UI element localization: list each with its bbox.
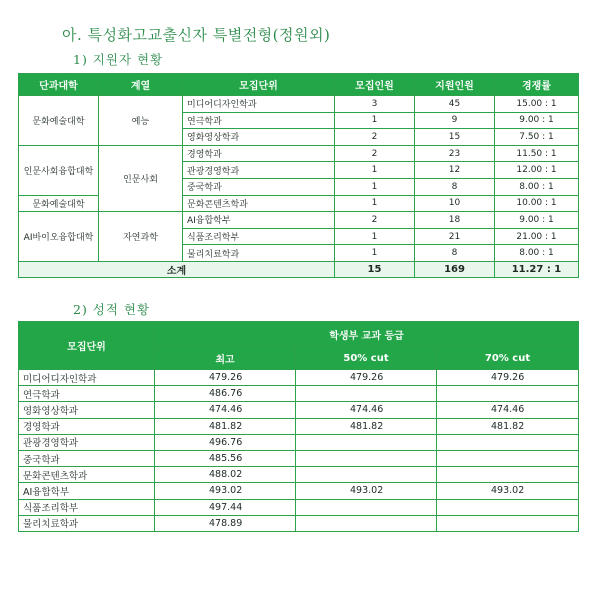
unit-cell: 연극학과: [19, 386, 155, 402]
ratio-cell: 21.00 : 1: [495, 228, 579, 245]
unit-cell: AI융합학부: [183, 212, 335, 229]
table-row: [19, 402, 579, 418]
header-cut70: 70% cut: [437, 347, 579, 370]
table-row: [19, 96, 579, 113]
total-ratio: 11.27 : 1: [495, 261, 579, 277]
cut70-cell: [437, 467, 579, 483]
applied-cell: 9: [415, 112, 495, 129]
cut50-cell: [296, 515, 437, 531]
header-track: 계열: [99, 74, 183, 96]
cut50-cell: [296, 499, 437, 515]
table-row: [19, 145, 579, 162]
table-row: [19, 499, 579, 515]
ratio-cell: 8.00 : 1: [495, 245, 579, 262]
quota-cell: 1: [335, 228, 415, 245]
quota-cell: 2: [335, 145, 415, 162]
cut50-cell: [296, 450, 437, 466]
quota-cell: 3: [335, 96, 415, 113]
max-cell: 479.26: [155, 370, 296, 386]
cut70-cell: [437, 386, 579, 402]
table-row: [19, 386, 579, 402]
unit-cell: 경영학과: [19, 418, 155, 434]
cut70-cell: [437, 450, 579, 466]
unit-cell: 물리치료학과: [183, 245, 335, 262]
header-cut50: 50% cut: [296, 347, 437, 370]
applied-cell: 10: [415, 195, 495, 212]
max-cell: 478.89: [155, 515, 296, 531]
max-cell: 481.82: [155, 418, 296, 434]
header-ratio: 경쟁률: [495, 74, 579, 96]
max-cell: 493.02: [155, 483, 296, 499]
quota-cell: 1: [335, 245, 415, 262]
applied-cell: 21: [415, 228, 495, 245]
quota-cell: 1: [335, 195, 415, 212]
unit-cell: 중국학과: [19, 450, 155, 466]
max-cell: 474.46: [155, 402, 296, 418]
unit-cell: 중국학과: [183, 178, 335, 195]
unit-cell: 문화콘텐츠학과: [183, 195, 335, 212]
cut70-cell: [437, 499, 579, 515]
total-applied: 169: [415, 261, 495, 277]
ratio-cell: 9.00 : 1: [495, 212, 579, 229]
table-row: [19, 515, 579, 531]
cut70-cell: 493.02: [437, 483, 579, 499]
cut50-cell: [296, 467, 437, 483]
applicants-table: [18, 73, 579, 278]
table-row: [19, 434, 579, 450]
quota-cell: 2: [335, 212, 415, 229]
table-row: [19, 370, 579, 386]
section-title: 아. 특성화고교출신자 특별전형(정원외): [62, 26, 331, 44]
cut50-cell: 474.46: [296, 402, 437, 418]
unit-cell: 문화콘텐츠학과: [19, 467, 155, 483]
ratio-cell: 15.00 : 1: [495, 96, 579, 113]
max-cell: 485.56: [155, 450, 296, 466]
college-cell: AI바이오융합대학: [19, 212, 99, 262]
unit-cell: 식품조리학부: [19, 499, 155, 515]
unit-cell: 연극학과: [183, 112, 335, 129]
applied-cell: 18: [415, 212, 495, 229]
quota-cell: 2: [335, 129, 415, 146]
header-unit: 모집단위: [183, 74, 335, 96]
ratio-cell: 7.50 : 1: [495, 129, 579, 146]
track-cell: 인문사회: [99, 145, 183, 211]
ratio-cell: 11.50 : 1: [495, 145, 579, 162]
header-max: 최고: [155, 347, 296, 370]
total-row: [19, 261, 579, 277]
unit-cell: 영화영상학과: [19, 402, 155, 418]
unit-cell: 관광경영학과: [183, 162, 335, 179]
cut50-cell: 493.02: [296, 483, 437, 499]
cut50-cell: 481.82: [296, 418, 437, 434]
cut70-cell: 479.26: [437, 370, 579, 386]
header-quota: 모집인원: [335, 74, 415, 96]
max-cell: 486.76: [155, 386, 296, 402]
total-label: 소계: [19, 261, 335, 277]
table-row: [19, 467, 579, 483]
ratio-cell: 12.00 : 1: [495, 162, 579, 179]
max-cell: 488.02: [155, 467, 296, 483]
header-applied: 지원인원: [415, 74, 495, 96]
applicants-subtitle: 1) 지원자 현황: [73, 52, 164, 67]
applicants-header-row: [19, 74, 579, 96]
quota-cell: 1: [335, 178, 415, 195]
college-cell: 인문사회융합대학: [19, 145, 99, 195]
cut70-cell: 474.46: [437, 402, 579, 418]
header-college: 단과대학: [19, 74, 99, 96]
scores-table: [18, 321, 579, 532]
college-cell: 문화예술대학: [19, 96, 99, 146]
table-row: [19, 483, 579, 499]
unit-cell: 영화영상학과: [183, 129, 335, 146]
cut70-cell: [437, 434, 579, 450]
unit-cell: 미디어디자인학과: [183, 96, 335, 113]
table-row: [19, 418, 579, 434]
quota-cell: 1: [335, 112, 415, 129]
ratio-cell: 10.00 : 1: [495, 195, 579, 212]
applied-cell: 12: [415, 162, 495, 179]
applied-cell: 8: [415, 245, 495, 262]
scores-subtitle: 2) 성적 현황: [73, 302, 151, 317]
max-cell: 496.76: [155, 434, 296, 450]
header-grade-group: 학생부 교과 등급: [155, 322, 579, 347]
quota-cell: 1: [335, 162, 415, 179]
ratio-cell: 8.00 : 1: [495, 178, 579, 195]
total-quota: 15: [335, 261, 415, 277]
unit-cell: 경영학과: [183, 145, 335, 162]
applied-cell: 45: [415, 96, 495, 113]
cut50-cell: 479.26: [296, 370, 437, 386]
cut50-cell: [296, 434, 437, 450]
applied-cell: 23: [415, 145, 495, 162]
max-cell: 497.44: [155, 499, 296, 515]
unit-cell: 관광경영학과: [19, 434, 155, 450]
track-cell: 예능: [99, 96, 183, 146]
college-cell: 문화예술대학: [19, 195, 99, 212]
scores-header-row: [19, 322, 579, 347]
ratio-cell: 9.00 : 1: [495, 112, 579, 129]
unit-cell: 물리치료학과: [19, 515, 155, 531]
table-row: [19, 450, 579, 466]
track-cell: 자연과학: [99, 212, 183, 262]
applied-cell: 8: [415, 178, 495, 195]
applied-cell: 15: [415, 129, 495, 146]
cut70-cell: 481.82: [437, 418, 579, 434]
cut70-cell: [437, 515, 579, 531]
unit-cell: 미디어디자인학과: [19, 370, 155, 386]
table-row: [19, 212, 579, 229]
unit-cell: AI융합학부: [19, 483, 155, 499]
unit-cell: 식품조리학부: [183, 228, 335, 245]
header-unit: 모집단위: [19, 322, 155, 370]
cut50-cell: [296, 386, 437, 402]
